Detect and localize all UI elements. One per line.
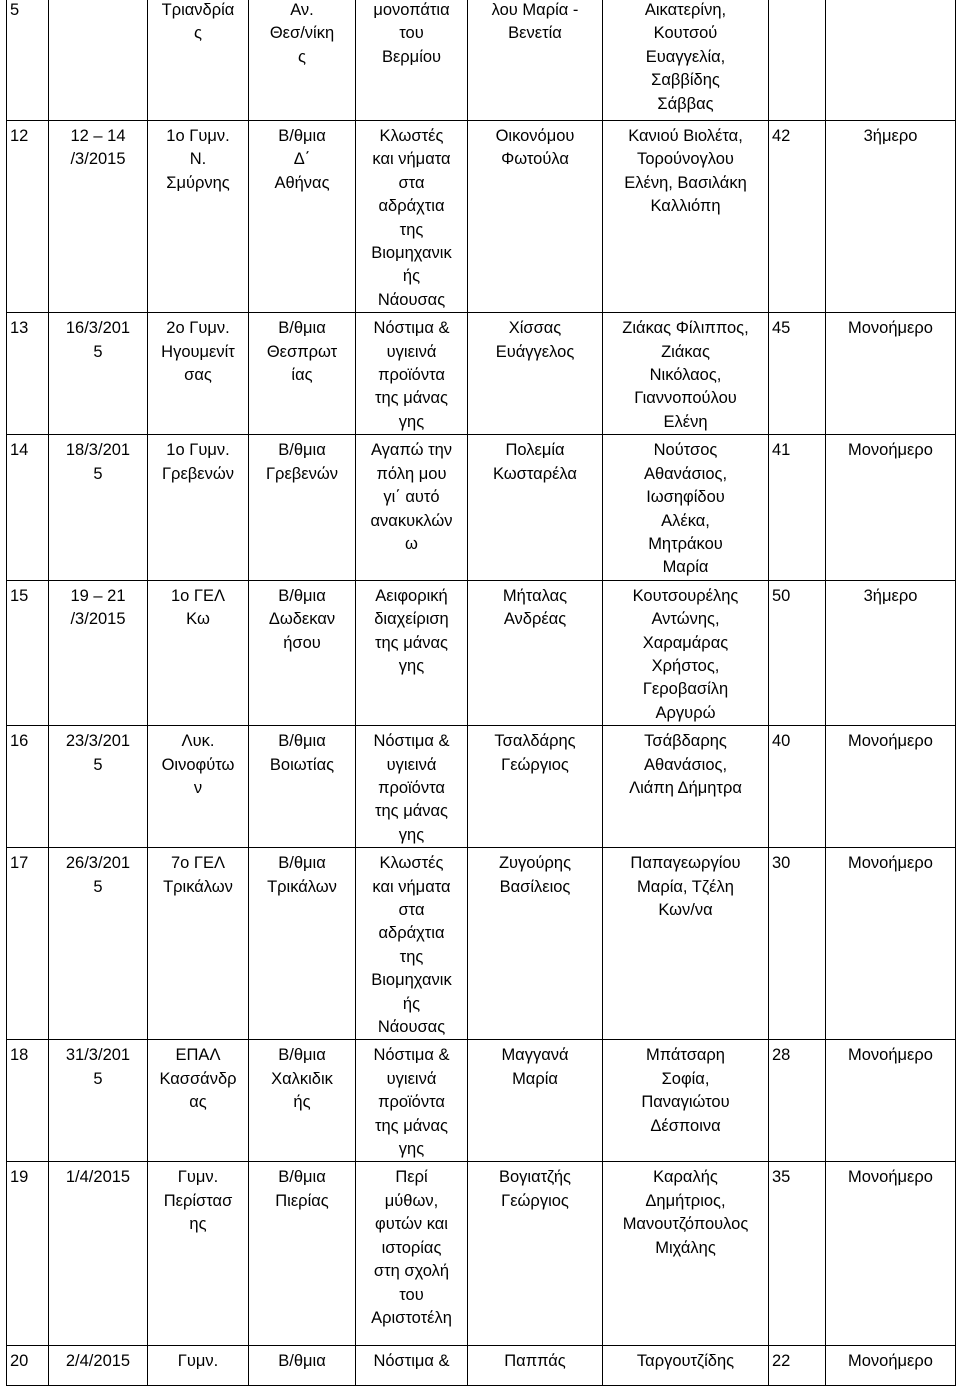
students-count-cell bbox=[769, 313, 826, 435]
duration-cell bbox=[826, 1346, 956, 1386]
directorate-text: Β/θμια Γρεβενών bbox=[265, 441, 339, 483]
directorate-cell bbox=[249, 1040, 356, 1162]
school-cell bbox=[148, 313, 249, 435]
duration-cell bbox=[826, 1162, 956, 1346]
coordinator-cell bbox=[468, 848, 603, 1040]
table-row bbox=[7, 1040, 956, 1162]
school-text: 7ο ΓΕΛ Τρικάλων bbox=[163, 854, 233, 896]
date-cell bbox=[49, 1040, 148, 1162]
teachers-text: Τσάβδαρης Αθανάσιος, Λιάπη Δήμητρα bbox=[629, 732, 742, 797]
school-text: Γυμν. Περίστασ ης bbox=[163, 1168, 233, 1234]
students-count-text: 28 bbox=[772, 1046, 791, 1065]
row-number-text: 13 bbox=[10, 319, 29, 338]
coordinator-cell bbox=[468, 1162, 603, 1346]
row-number-cell bbox=[7, 313, 49, 435]
duration-text: Μονοήμερο bbox=[848, 732, 933, 751]
school-cell bbox=[148, 1346, 249, 1386]
teachers-cell bbox=[603, 313, 769, 435]
teachers-text: Ζιάκας Φίλιππος, Ζιάκας Νικόλαος, Γιαννοπούλου Ελένη bbox=[622, 319, 749, 431]
table-row bbox=[7, 580, 956, 725]
students-count-text: 35 bbox=[772, 1168, 791, 1187]
table-row bbox=[7, 1162, 956, 1346]
program-cell bbox=[356, 313, 468, 435]
date-text: 26/3/201 5 bbox=[65, 854, 131, 896]
table-row bbox=[7, 435, 956, 580]
row-number-text: 14 bbox=[10, 441, 29, 460]
directorate-cell bbox=[249, 1162, 356, 1346]
program-text: Νόστιμα & υγιεινά προϊόντα της μάνας γης bbox=[373, 319, 450, 431]
directorate-text: Β/θμια Βοιωτίας bbox=[269, 732, 335, 774]
directorate-text: Β/θμια Θεσπρωτ ίας bbox=[266, 319, 338, 385]
coordinator-cell bbox=[468, 435, 603, 580]
program-cell bbox=[356, 580, 468, 725]
duration-text: Μονοήμερο bbox=[848, 1168, 933, 1187]
date-cell bbox=[49, 726, 148, 848]
date-text: 16/3/201 5 bbox=[65, 319, 131, 361]
row-number-cell bbox=[7, 848, 49, 1040]
program-cell bbox=[356, 0, 468, 121]
coordinator-text: Χίσσας Ευάγγελος bbox=[495, 319, 575, 361]
teachers-cell bbox=[603, 580, 769, 725]
coordinator-text: Οικονόμου Φωτούλα bbox=[495, 127, 575, 169]
school-cell bbox=[148, 580, 249, 725]
coordinator-text: Ζυγούρης Βασίλειος bbox=[498, 854, 572, 896]
date-text: 2/4/2015 bbox=[65, 1352, 131, 1371]
school-text: ΕΠΑΛ Κασσάνδρ ας bbox=[159, 1046, 237, 1112]
directorate-cell bbox=[249, 848, 356, 1040]
students-count-text: 45 bbox=[772, 319, 791, 338]
program-text: Νόστιμα & υγιεινά προϊόντα της μάνας γης bbox=[373, 1046, 450, 1159]
school-text: 1ο Γυμν. Γρεβενών bbox=[161, 441, 235, 483]
row-number-cell bbox=[7, 0, 49, 121]
date-cell bbox=[49, 121, 148, 313]
school-cell bbox=[148, 848, 249, 1040]
students-count-cell bbox=[769, 0, 826, 121]
duration-text: Μονοήμερο bbox=[848, 1352, 933, 1371]
coordinator-text: Βογιατζής Γεώργιος bbox=[498, 1168, 572, 1210]
duration-cell bbox=[826, 726, 956, 848]
row-number-cell bbox=[7, 580, 49, 725]
date-cell bbox=[49, 580, 148, 725]
coordinator-cell bbox=[468, 0, 603, 121]
students-count-cell bbox=[769, 726, 826, 848]
teachers-cell bbox=[603, 726, 769, 848]
coordinator-cell bbox=[468, 726, 603, 848]
date-text: 23/3/201 5 bbox=[65, 732, 131, 774]
program-cell bbox=[356, 1162, 468, 1346]
date-text: 19 – 21 /3/2015 bbox=[70, 586, 126, 629]
duration-text: Μονοήμερο bbox=[848, 1046, 933, 1065]
date-text: 31/3/201 5 bbox=[65, 1046, 131, 1088]
coordinator-text: Παππάς bbox=[504, 1352, 566, 1371]
school-text: Γυμν. bbox=[177, 1352, 219, 1371]
table-row bbox=[7, 313, 956, 435]
teachers-text: Καραλής Δημήτριος, Μανουτζόπουλος Μιχάλης bbox=[622, 1168, 749, 1257]
row-number-cell bbox=[7, 1346, 49, 1386]
school-cell bbox=[148, 435, 249, 580]
row-number-text: 16 bbox=[10, 732, 29, 751]
students-count-cell bbox=[769, 1346, 826, 1386]
duration-cell bbox=[826, 313, 956, 435]
students-count-text: 40 bbox=[772, 732, 791, 751]
teachers-text: Αικατερίνη, Κουτσού Ευαγγελία, Σαββίδης Σάββας bbox=[644, 1, 727, 113]
directorate-cell bbox=[249, 726, 356, 848]
program-cell bbox=[356, 435, 468, 580]
program-text: Αειφορική διαχείριση της μάνας γης bbox=[374, 586, 449, 675]
program-cell bbox=[356, 726, 468, 848]
duration-text: 3ήμερο bbox=[863, 586, 918, 605]
date-cell bbox=[49, 1162, 148, 1346]
teachers-text: Κουτσουρέλης Αντώνης, Χαραμάρας Χρήστος, Γεροβασίλη Αργυρώ bbox=[632, 586, 739, 722]
row-number-text: 5 bbox=[10, 1, 20, 19]
program-text: Κλωστές και νήματα στα αδράχτια της Βιομηχανικ ής Νάουσας bbox=[371, 127, 452, 309]
coordinator-cell bbox=[468, 580, 603, 725]
students-count-cell bbox=[769, 1162, 826, 1346]
program-text: Νόστιμα & υγιεινά προϊόντα της μάνας γης bbox=[373, 732, 450, 844]
coordinator-text: Πολεμία Κωσταρέλα bbox=[493, 441, 577, 483]
school-cell bbox=[148, 1040, 249, 1162]
directorate-text: Β/θμια Τρικάλων bbox=[267, 854, 337, 896]
date-cell bbox=[49, 313, 148, 435]
directorate-text: Β/θμια Πιερίας bbox=[275, 1168, 329, 1210]
teachers-cell bbox=[603, 1040, 769, 1162]
duration-cell bbox=[826, 580, 956, 725]
duration-cell bbox=[826, 435, 956, 580]
table-row bbox=[7, 1346, 956, 1386]
program-text: Κλωστές και νήματα στα αδράχτια της Βιομηχανικ ής Νάουσας bbox=[371, 854, 452, 1037]
duration-cell bbox=[826, 121, 956, 313]
table-row bbox=[7, 848, 956, 1040]
coordinator-cell bbox=[468, 1346, 603, 1386]
teachers-text: Κανιού Βιολέτα, Τορούνογλου Ελένη, Βασιλάκη Καλλιόπη bbox=[624, 127, 747, 216]
students-count-text: 22 bbox=[772, 1352, 791, 1371]
teachers-cell bbox=[603, 435, 769, 580]
coordinator-cell bbox=[468, 313, 603, 435]
teachers-cell bbox=[603, 0, 769, 121]
school-text: Τριανδρία ς bbox=[161, 1, 235, 43]
program-text: Αγαπώ την πόλη μου γι΄ αυτό ανακυκλών ω bbox=[370, 441, 453, 553]
school-text: 1ο Γυμν. Ν. Σμύρνης bbox=[166, 127, 230, 192]
coordinator-text: λου Μαρία - Βενετία bbox=[491, 1, 579, 43]
students-count-cell bbox=[769, 580, 826, 725]
duration-cell bbox=[826, 1040, 956, 1162]
teachers-cell bbox=[603, 848, 769, 1040]
row-number-cell bbox=[7, 1162, 49, 1346]
program-cell bbox=[356, 1346, 468, 1386]
date-cell bbox=[49, 0, 148, 121]
school-cell bbox=[148, 121, 249, 313]
students-count-cell bbox=[769, 121, 826, 313]
coordinator-cell bbox=[468, 1040, 603, 1162]
program-cell bbox=[356, 1040, 468, 1162]
row-number-text: 17 bbox=[10, 854, 29, 873]
school-cell bbox=[148, 0, 249, 121]
table-row bbox=[7, 726, 956, 848]
students-count-cell bbox=[769, 1040, 826, 1162]
school-text: 2ο Γυμν. Ηγουμενίτ σας bbox=[161, 319, 235, 385]
duration-text: 3ήμερο bbox=[863, 127, 918, 145]
teachers-text: Μπάτσαρη Σοφία, Παναγιώτου Δέσποινα bbox=[641, 1046, 730, 1135]
teachers-text: Νούτσος Αθανάσιος, Ιωσηφίδου Αλέκα, Μητράκου Μαρία bbox=[643, 441, 728, 577]
students-count-cell bbox=[769, 848, 826, 1040]
table-row bbox=[7, 121, 956, 313]
teachers-text: Παπαγεωργίου Μαρία, Τζέλη Κων/να bbox=[630, 854, 741, 919]
teachers-cell bbox=[603, 1346, 769, 1386]
duration-text: Μονοήμερο bbox=[848, 854, 933, 873]
date-cell bbox=[49, 1346, 148, 1386]
program-text: Νόστιμα & bbox=[373, 1352, 450, 1371]
directorate-cell bbox=[249, 0, 356, 121]
coordinator-text: Τσαλδάρης Γεώργιος bbox=[494, 732, 576, 774]
row-number-text: 12 bbox=[10, 127, 29, 145]
directorate-cell bbox=[249, 580, 356, 725]
students-count-cell bbox=[769, 435, 826, 580]
row-number-text: 18 bbox=[10, 1046, 29, 1065]
program-text: μονοπάτια του Βερμίου bbox=[373, 1, 450, 66]
table-body bbox=[7, 0, 956, 1386]
school-cell bbox=[148, 726, 249, 848]
directorate-text: Αν. Θεσ/νίκη ς bbox=[269, 1, 335, 66]
directorate-cell bbox=[249, 1346, 356, 1386]
duration-text: Μονοήμερο bbox=[848, 441, 933, 460]
students-count-text: 41 bbox=[772, 441, 791, 460]
program-text: Περί μύθων, φυτών και ιστορίας στη σχολή του Αριστοτέλη bbox=[371, 1168, 452, 1327]
teachers-cell bbox=[603, 121, 769, 313]
table-row bbox=[7, 0, 956, 121]
directorate-cell bbox=[249, 313, 356, 435]
coordinator-text: Μήταλας Ανδρέας bbox=[502, 586, 568, 629]
school-text: 1ο ΓΕΛ Κω bbox=[170, 586, 226, 629]
row-number-text: 15 bbox=[10, 586, 29, 605]
row-number-text: 19 bbox=[10, 1168, 29, 1187]
directorate-text: Β/θμια Δ΄ Αθήνας bbox=[274, 127, 330, 192]
date-text: 12 – 14 /3/2015 bbox=[70, 127, 126, 169]
directorate-cell bbox=[249, 121, 356, 313]
row-number-cell bbox=[7, 121, 49, 313]
students-count-text: 50 bbox=[772, 586, 791, 605]
directorate-text: Β/θμια bbox=[278, 1352, 326, 1371]
date-text: 18/3/201 5 bbox=[65, 441, 131, 483]
date-text: 1/4/2015 bbox=[65, 1168, 131, 1187]
directorate-text: Β/θμια Χαλκιδικ ής bbox=[271, 1046, 333, 1112]
program-schedule-table bbox=[6, 0, 956, 1386]
duration-cell bbox=[826, 0, 956, 121]
duration-text: Μονοήμερο bbox=[848, 319, 933, 338]
duration-cell bbox=[826, 848, 956, 1040]
row-number-text: 20 bbox=[10, 1352, 29, 1371]
students-count-text: 42 bbox=[772, 127, 791, 145]
students-count-text: 30 bbox=[772, 854, 791, 873]
program-cell bbox=[356, 848, 468, 1040]
row-number-cell bbox=[7, 726, 49, 848]
teachers-cell bbox=[603, 1162, 769, 1346]
coordinator-text: Μαγγανά Μαρία bbox=[501, 1046, 569, 1088]
directorate-text: Β/θμια Δωδεκαν ήσου bbox=[268, 586, 336, 652]
directorate-cell bbox=[249, 435, 356, 580]
school-text: Λυκ. Οινοφύτω ν bbox=[161, 732, 235, 797]
coordinator-cell bbox=[468, 121, 603, 313]
row-number-cell bbox=[7, 1040, 49, 1162]
date-cell bbox=[49, 435, 148, 580]
teachers-text: Ταργουτζίδης bbox=[636, 1352, 735, 1371]
date-cell bbox=[49, 848, 148, 1040]
program-cell bbox=[356, 121, 468, 313]
row-number-cell bbox=[7, 435, 49, 580]
school-cell bbox=[148, 1162, 249, 1346]
